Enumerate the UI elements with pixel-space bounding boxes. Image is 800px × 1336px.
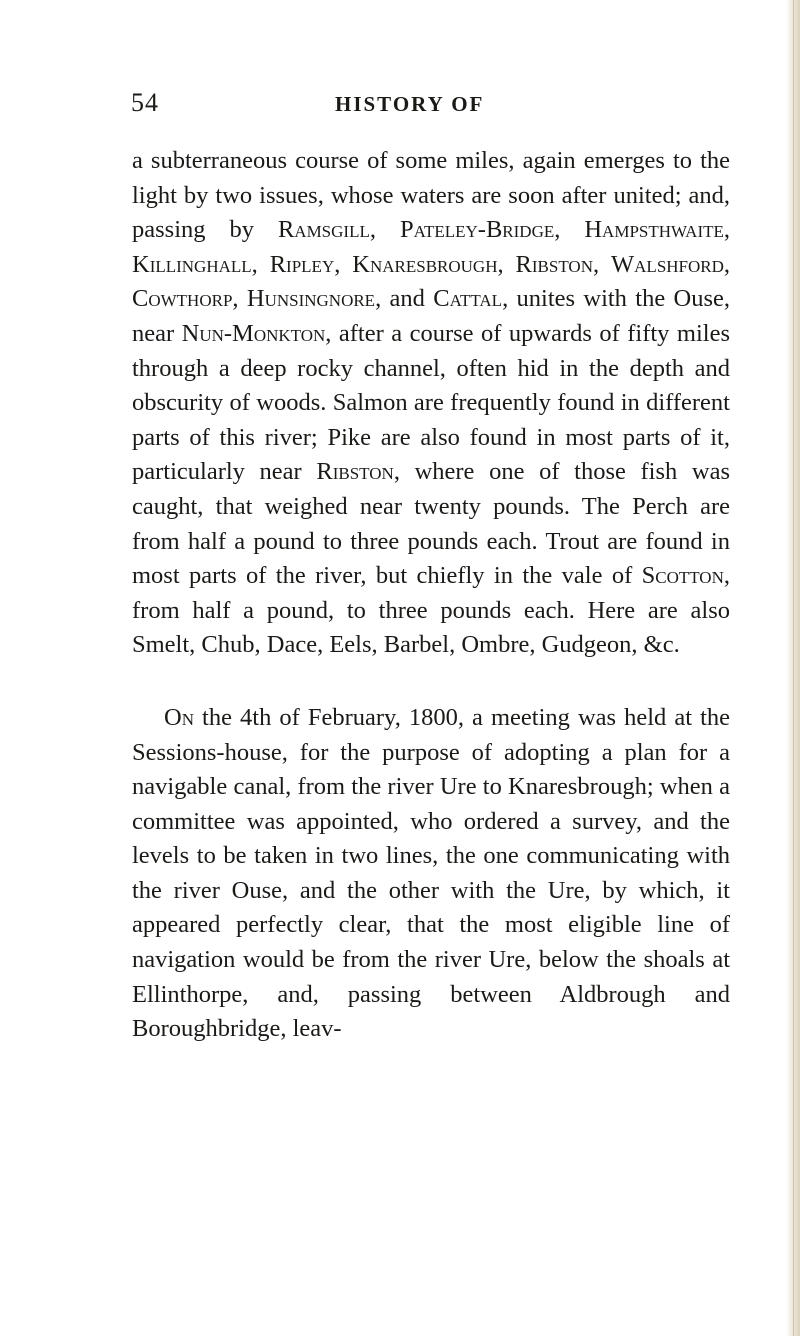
text-run: ,	[232, 285, 247, 313]
proper-name: Ribston	[515, 250, 593, 278]
text-run: ,	[369, 216, 400, 244]
page-header	[115, 88, 735, 128]
text-run: ,	[723, 216, 731, 244]
paragraph-1	[132, 144, 730, 663]
body-text	[132, 144, 730, 1047]
text-run: , after a course of upwards of fifty miles through a deep rocky channel, often hid in the depth and obscurity of woods. Salmon are frequently found in different parts of this river; Pike are also found in most parts of it, particularly near	[132, 319, 730, 486]
text-run: ,	[554, 216, 585, 244]
proper-name: Nun-Monkton	[181, 319, 326, 347]
page-edge-line	[793, 0, 794, 1336]
text-run: , where one of those fish was caught, that weighed near twenty pounds. The Perch are from half a pound to three pounds each. Trout are found in most parts of the river, but chiefly in the vale of	[132, 458, 731, 590]
proper-name: Pateley-Bridge	[399, 216, 555, 244]
proper-name: Ripley	[269, 250, 335, 278]
proper-name: Walshford	[611, 250, 724, 278]
proper-name: On	[164, 703, 194, 731]
text-run: , and	[375, 285, 434, 313]
paragraph-2	[132, 701, 730, 1047]
proper-name: Killinghall	[132, 250, 252, 278]
text-run: , unites with the Ouse, near	[132, 285, 731, 347]
proper-name: Ribston	[316, 458, 394, 486]
proper-name: Ramsgill	[277, 216, 370, 244]
text-run: ,	[497, 250, 516, 278]
text-run: ,	[251, 250, 270, 278]
proper-name: Cattal	[433, 285, 503, 313]
text-run: ,	[723, 250, 731, 278]
text-run: ,	[592, 250, 612, 278]
page-number: 54	[131, 88, 159, 117]
proper-name: Hampsthwaite	[584, 216, 724, 244]
proper-name: Scotton	[641, 562, 724, 590]
text-run: a subterraneous course of some miles, again emerges to the light by two issues, whose waters are soon after united; and, passing by	[132, 147, 730, 244]
proper-name: Hunsingnore	[246, 285, 376, 313]
text-run: the 4th of February, 1800, a meeting was held at the Sessions-house, for the purpose of adopting a plan for a navigable canal, from the river Ure to Knaresbrough; when a committee was appointed, who ordered a survey, and the levels to be taken in two lines, the one communicating with the river Ouse, and the other with the Ure, by which, it appeared perfectly clear, that the most eligible line of navigation would be from the river Ure, below the shoals at Ellinthorpe, and, passing between Aldbrough and Boroughbridge, leav-	[132, 703, 730, 1043]
text-run: , from half a pound, to three pounds each. Here are also Smelt, Chub, Dace, Eels, Barbel, Ombre, Gudgeon, &c.	[132, 562, 730, 659]
proper-name: Cowthorp	[132, 285, 233, 313]
running-head: HISTORY OF	[335, 92, 485, 116]
proper-name: Knaresbrough	[352, 250, 498, 278]
text-run: ,	[334, 250, 353, 278]
